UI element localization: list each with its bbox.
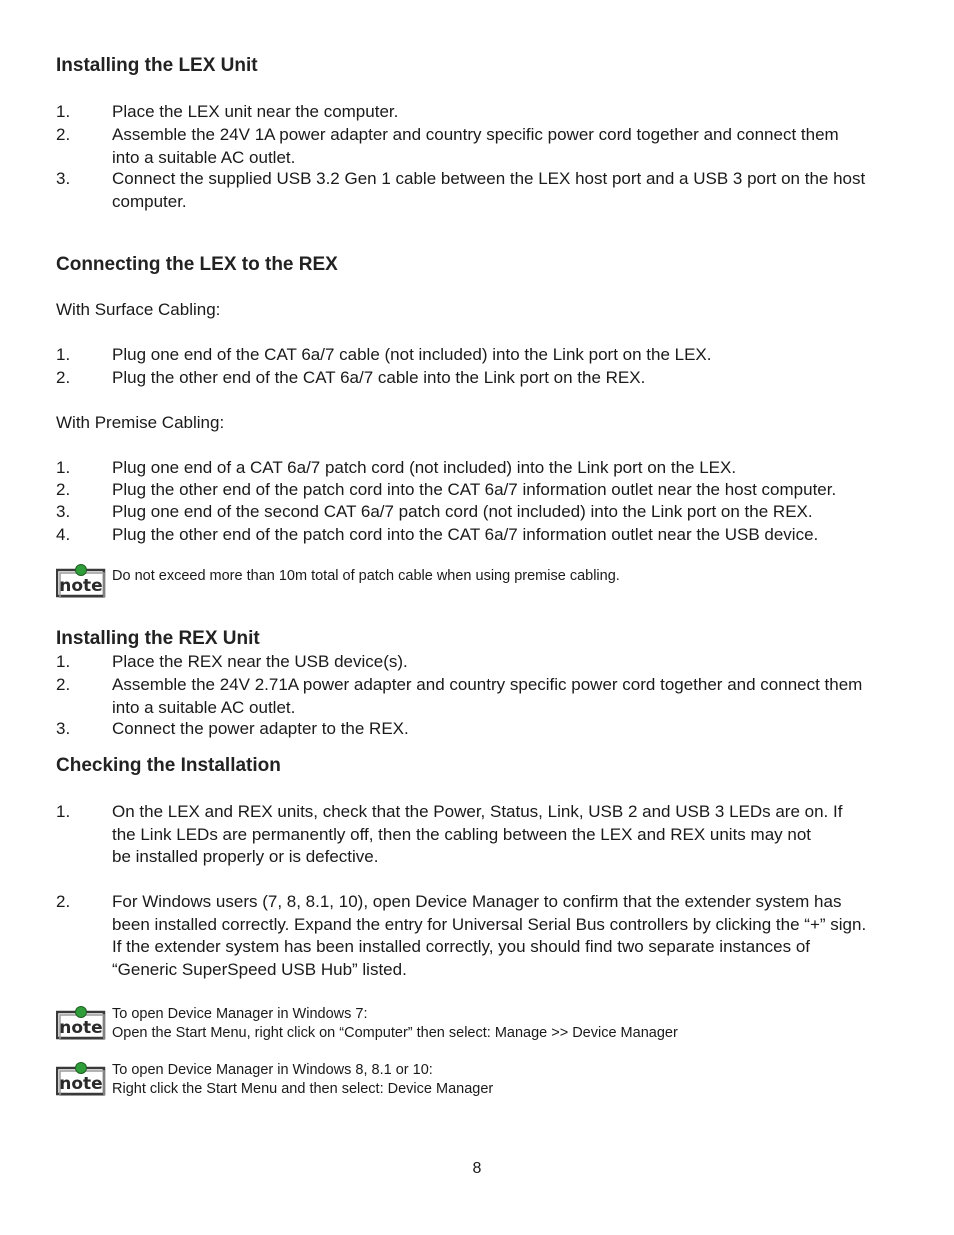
surface-cabling-label: With Surface Cabling: [56, 300, 221, 319]
premise-cabling-label: With Premise Cabling: [56, 413, 225, 432]
list-item: 2. Plug the other end of the CAT 6a/7 cable into the Link port on the REX. [56, 368, 646, 387]
list-item: 3. Connect the power adapter to the REX. [56, 719, 409, 738]
list-item: 1. On the LEX and REX units, check that the Power, Status, Link, USB 2 and USB 3 LEDs are on. If the Link LEDs are permanently off, then the cabling between the LEX and REX units may not be installed properly or is defective. [56, 802, 843, 866]
note-windows-7: note To open Device Manager in Windows 7: Open the Start Menu, right click on “Computer” then select: Manage >> Device Manager [56, 1004, 896, 1046]
list-item: 3. Connect the supplied USB 3.2 Gen 1 cable between the LEX host port and a USB 3 port on the host computer. [56, 169, 866, 211]
note-windows-8-10: note To open Device Manager in Windows 8, 8.1 or 10: Right click the Start Menu and then select: Device Manager [56, 1060, 896, 1102]
list-item: 2. For Windows users (7, 8, 8.1, 10), open Device Manager to confirm that the extender system has been installed correctly. Expand the entry for Universal Serial Bus controllers by clicking the “+” sign. If the extender system has been installed correctly, you should find two separate instances of “Generic SuperSpeed USB Hub” listed. [56, 892, 867, 979]
svg-text:note: note [59, 1074, 103, 1094]
note-icon [56, 564, 106, 598]
heading-connecting-lex-rex: Connecting the LEX to the REX [56, 254, 338, 275]
heading-installing-rex: Installing the REX Unit [56, 628, 260, 649]
list-item: 3. Plug one end of the second CAT 6a/7 patch cord (not included) into the Link port on the REX. [56, 502, 813, 521]
list-item: 1. Plug one end of the CAT 6a/7 cable (not included) into the Link port on the LEX. [56, 345, 712, 364]
list-item: 1. Place the LEX unit near the computer. [56, 102, 399, 121]
note-icon [56, 1006, 106, 1040]
list-item: 1. Plug one end of a CAT 6a/7 patch cord (not included) into the Link port on the LEX. [56, 458, 737, 477]
list-item: 2. Assemble the 24V 1A power adapter and country specific power cord together and connect them into a suitable AC outlet. [56, 125, 839, 167]
list-item: 2. Assemble the 24V 2.71A power adapter and country specific power cord together and connect them into a suitable AC outlet. [56, 675, 863, 717]
list-item: 2. Plug the other end of the patch cord into the CAT 6a/7 information outlet near the host computer. [56, 480, 837, 499]
note-premise-cabling: note Do not exceed more than 10m total of patch cable when using premise cabling. [56, 564, 896, 600]
note-icon [56, 1062, 106, 1096]
heading-installing-lex: Installing the LEX Unit [56, 55, 258, 76]
page-number: 8 [472, 1160, 482, 1177]
svg-text:note: note [59, 1018, 103, 1038]
heading-checking-installation: Checking the Installation [56, 755, 281, 776]
list-item: 1. Place the REX near the USB device(s). [56, 652, 408, 671]
list-item: 4. Plug the other end of the patch cord into the CAT 6a/7 information outlet near the USB device. [56, 525, 819, 544]
svg-text:note: note [59, 576, 103, 596]
